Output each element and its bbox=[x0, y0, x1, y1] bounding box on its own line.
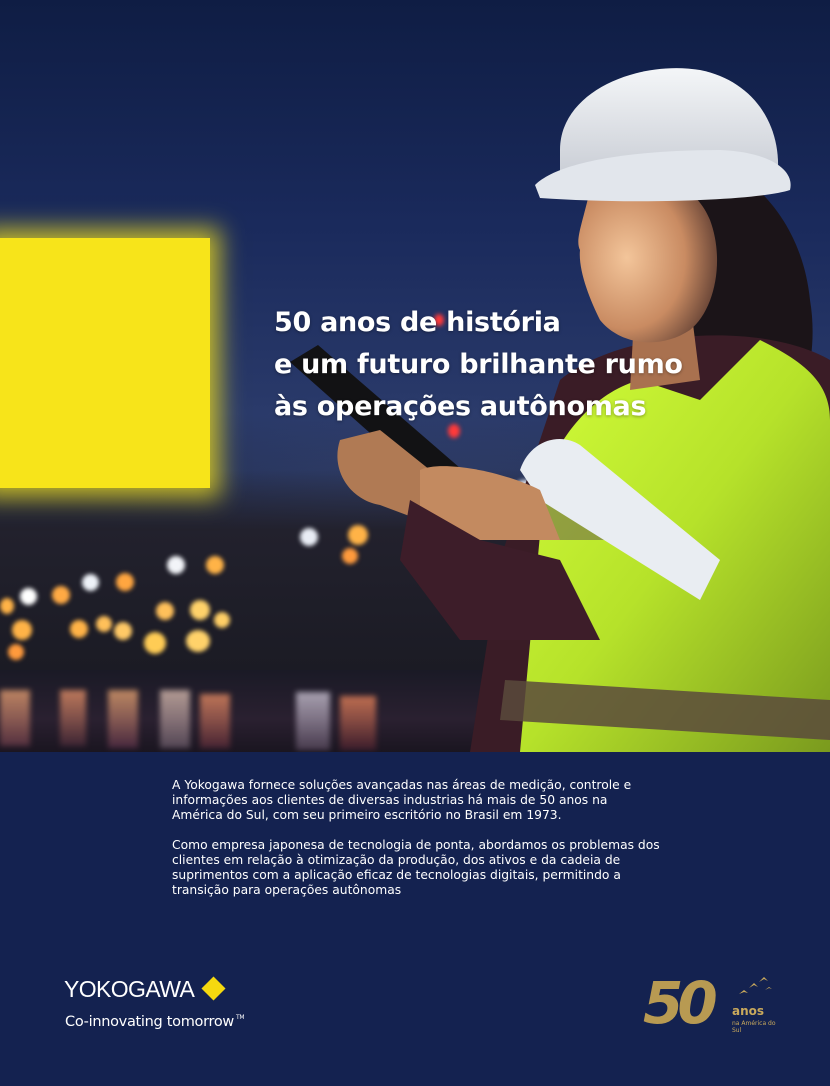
brand-tagline bbox=[65, 1014, 244, 1030]
brand-name: YOKOGAWA bbox=[64, 976, 195, 1002]
anniversary-subtitle: na América do Sul bbox=[732, 1020, 776, 1034]
headline-line-2: e um futuro brilhante rumo bbox=[274, 349, 683, 380]
headline-line-3: às operações autônomas bbox=[274, 391, 647, 422]
hero-headline bbox=[274, 302, 754, 428]
body-paragraph-2: Como empresa japonesa de tecnologia de ponta, abordamos os problemas dos clientes em relação à otimização da produção, dos ativos e da cadeia de suprimentos com a aplicação eficaz de tecnologias digitais, permitindo a transição para operações autônomas bbox=[172, 838, 660, 897]
anniversary-word: anos bbox=[732, 1004, 765, 1018]
body-copy bbox=[172, 778, 662, 913]
birds-icon bbox=[735, 972, 775, 1002]
anniversary-number: 50 bbox=[643, 969, 712, 1037]
headline-line-1: 50 anos de história bbox=[274, 307, 561, 338]
anniversary-badge bbox=[640, 970, 780, 1040]
yokogawa-logo bbox=[64, 976, 222, 1003]
trademark-mark: TM bbox=[236, 1014, 245, 1021]
yellow-diamond-icon bbox=[202, 976, 226, 1000]
tagline-text: Co-innovating tomorrow bbox=[65, 1014, 234, 1030]
body-paragraph-1: A Yokogawa fornece soluções avançadas nas áreas de medição, controle e informações aos clientes de diversas industrias há mais de 50 anos na América do Sul, com seu primeiro escritório no Brasil em 1973. bbox=[172, 778, 632, 822]
